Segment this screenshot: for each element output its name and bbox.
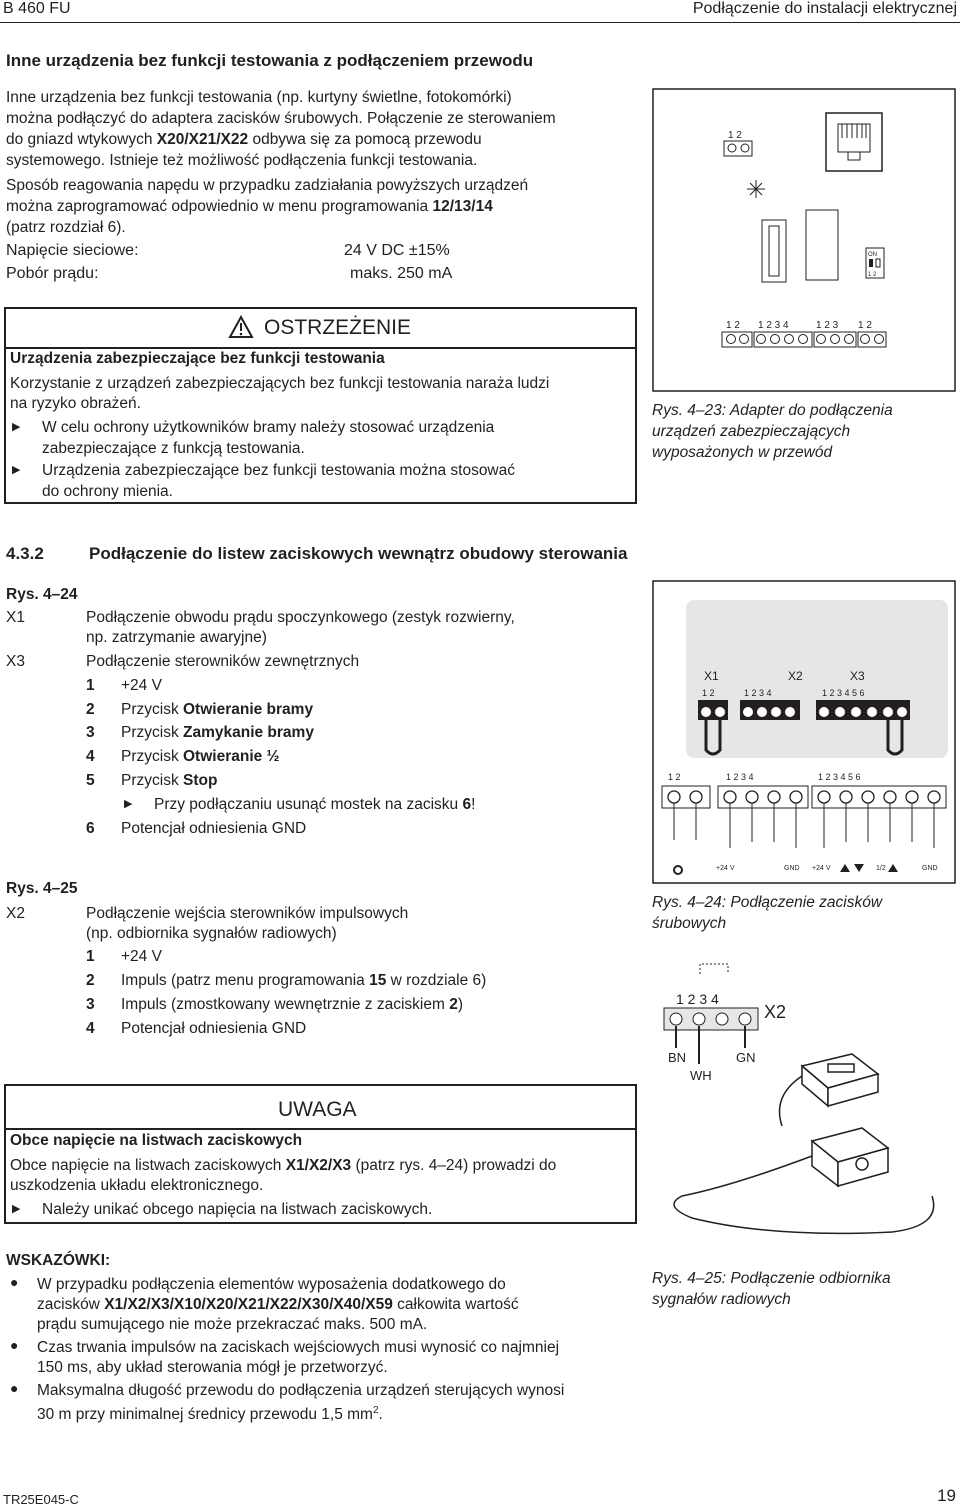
arrow-icon: ▶ [12,421,21,433]
text: Przycisk [121,748,183,765]
item-text: +24 V [121,948,162,965]
item-note [154,794,475,815]
text: odbywa się za pomocą przewodu [248,131,482,148]
receiver-icon [674,1054,934,1233]
item-number: 3 [86,724,95,741]
bottom-label: 1 2 3 [816,320,839,331]
radio-receiver-diagram [652,956,956,1260]
caution-text [10,1155,556,1176]
note-line: Czas trwania impulsów na zaciskach wejściowych musi wynosić co najmniej [37,1339,560,1356]
group-label-x3: X3 [850,669,865,683]
text: . [378,1406,383,1424]
x1-text: Podłączenie obwodu prądu spoczynkowego (zestyk rozwierny, [86,609,515,626]
text: zacisków [37,1296,105,1313]
note-line: prądu sumującego nie może przekraczać maks. 500 mA. [37,1316,428,1333]
superscript: 2 [372,1405,379,1416]
legend-label: +24 V [812,865,831,872]
bullet-icon: ● [10,1380,19,1396]
item-text [121,722,314,743]
notes-title: WSKAZÓWKI: [6,1252,111,1269]
text: Impuls (zmostkowany wewnętrznie z zaciskiem [121,996,450,1013]
x2-text: Podłączenie wejścia sterowników impulsowych [86,905,409,922]
bullet-icon: ● [10,1337,19,1353]
x2-label: X2 [6,905,25,922]
top-numbers: 1 2 3 4 5 6 [822,688,865,698]
text: ) [457,996,463,1013]
item-text [121,746,279,767]
wire-label-wh: WH [690,1068,712,1083]
item-number: 4 [86,748,95,765]
terminal-numbers: 1 2 3 4 [676,991,719,1007]
paragraph-line: (patrz rozdział 6). [6,219,126,236]
warning-bullet: do ochrony mienia. [42,483,173,500]
arrow-icon: ▶ [12,464,21,476]
warning-triangle-icon [228,315,254,339]
text: +24 V [121,677,162,694]
paragraph-line: Inne urządzenia bez funkcji testowania (np. kurtyny świetlne, fotokomórki) [6,89,512,106]
text: Przy podłączaniu usunąć mostek na zacisku [154,796,463,813]
text: do gniazd wtykowych [6,131,157,148]
text: w rozdziale 6) [386,972,487,989]
note-line [37,1294,519,1315]
bottom-label: 1 2 3 4 [758,320,789,331]
header-right: Podłączenie do instalacji elektrycznej [692,0,957,17]
footer-code: TR25E045-C [3,1492,79,1507]
section-title: Podłączenie do listew zaciskowych wewnątrz obudowy sterowania [89,544,628,563]
text: Przycisk [121,701,183,718]
x1-label: X1 [6,609,25,626]
item-text [121,699,313,720]
legend-label: +24 V [716,865,735,872]
text-bold: Zamykanie bramy [183,724,314,741]
item-number: 6 [86,820,95,837]
header-left: B 460 FU [3,0,71,17]
text: Obce napięcie na listwach zaciskowych [10,1157,286,1174]
item-number: 2 [86,701,95,718]
item-text [121,970,486,991]
note-line: 150 ms, aby układ sterowania mógł je przetworzyć. [37,1359,388,1376]
page-number: 19 [937,1486,956,1505]
bottom-numbers: 1 2 [668,772,681,782]
figure-terminal-blocks [652,580,956,884]
caution-text: uszkodzenia układu elektronicznego. [10,1177,264,1194]
warning-text: na ryzyko obrażeń. [10,395,141,412]
warning-subtitle: Urządzenia zabezpieczające bez funkcji testowania [10,350,385,367]
bullet-icon: ● [10,1274,19,1290]
x1-text: np. zatrzymanie awaryjne) [86,629,267,646]
caution-subtitle: Obce napięcie na listwach zaciskowych [10,1132,303,1149]
bottom-numbers: 1 2 3 4 [726,772,754,782]
item-number: 4 [86,1020,95,1037]
paragraph-line: można podłączyć do adaptera zacisków śrubowych. Połączenie ze sterowaniem [6,110,556,127]
fig425-caption: Rys. 4–25: Podłączenie odbiornika [652,1270,891,1287]
group-label-x1: X1 [704,669,719,683]
caution-bullet: Należy unikać obcego napięcia na listwach zaciskowych. [42,1201,433,1218]
text: Impuls (patrz menu programowania [121,972,370,989]
text-bold: X20/X21/X22 [156,131,249,148]
text: ! [471,796,476,813]
current-value: maks. 250 mA [350,265,453,282]
text-bold: X1/X2/X3/X10/X20/X21/X22/X30/X40/X59 [104,1296,393,1313]
arrow-icon: ▶ [12,1203,21,1215]
fig424-caption: Rys. 4–24: Podłączenie zacisków [652,894,883,911]
bottom-numbers: 1 2 3 4 5 6 [818,772,861,782]
fig425-caption: sygnałów radiowych [652,1291,791,1308]
text-bold: Stop [183,772,218,789]
item-text [121,770,217,791]
item-number: 3 [86,996,95,1013]
fig423-caption: wyposażonych w przewód [652,444,833,461]
paragraph-line [6,129,482,150]
fig-ref: Rys. 4–25 [6,880,78,897]
warning-text: Korzystanie z urządzeń zabezpieczających bez funkcji testowania naraża ludzi [10,375,550,392]
top-numbers: 1 2 [702,688,715,698]
fig-ref: Rys. 4–24 [6,586,78,603]
fig423-caption: urządzeń zabezpieczających [652,423,851,440]
top-terminal-label: 1 2 [728,130,742,141]
supply-label: Napięcie sieciowe: [6,242,139,259]
group-label-x2: X2 [788,669,803,683]
supply-value: 24 V DC ±15% [344,242,450,259]
caution-title: UWAGA [278,1098,357,1121]
legend-label: GND [922,865,938,872]
legend-label: 1/2 [876,865,886,872]
on-label: ON [868,252,877,258]
section-number: 4.3.2 [6,544,44,563]
item-text [121,675,162,696]
note-line: Maksymalna długość przewodu do podłączenia urządzeń sterujących wynosi [37,1382,565,1399]
text: Przycisk [121,772,183,789]
warning-bullet: zabezpieczające z funkcją testowania. [42,440,305,457]
item-text: Potencjał odniesienia GND [121,820,307,837]
item-number: 2 [86,972,95,989]
warning-bullet: W celu ochrony użytkowników bramy należy stosować urządzenia [42,419,495,436]
figure-radio-receiver [652,956,956,1260]
wire-label-bn: BN [668,1050,687,1065]
switch-label: 1 2 [868,272,877,278]
warning-box [4,307,637,504]
text-bold: Otwieranie bramy [183,701,314,718]
note-line [37,1400,383,1425]
warning-bullet: Urządzenia zabezpieczające bez funkcji testowania można stosować [42,462,515,479]
text-bold: 2 [449,996,458,1013]
arrow-icon: ▶ [124,798,133,810]
warning-title: OSTRZEŻENIE [264,316,412,339]
bottom-label: 1 2 [726,320,740,331]
text-bold: 6 [462,796,472,813]
item-text [121,994,463,1015]
warning-header [6,309,635,349]
text: 30 m przy minimalnej średnicy przewodu 1,5 mm [37,1406,373,1424]
paragraph-line: systemowego. Istnieje też możliwość podłączenia funkcji testowania. [6,152,478,169]
item-text: Potencjał odniesienia GND [121,1020,307,1037]
figure-adapter [652,88,956,392]
current-label: Pobór prądu: [6,265,99,282]
legend-label: GND [784,865,800,872]
header-rule [0,22,960,23]
wire-label-gn: GN [736,1050,756,1065]
text: całkowita wartość [392,1296,519,1313]
text-bold: 15 [369,972,387,989]
paragraph-line [6,196,493,217]
x2-label: X2 [764,1002,787,1022]
caution-box [4,1084,637,1224]
bottom-label: 1 2 [858,320,872,331]
adapter-diagram [652,88,956,392]
paragraph-line: Sposób reagowania napędu w przypadku zadziałania powyższych urządzeń [6,177,529,194]
terminal-blocks-diagram [652,580,956,884]
fig423-caption: Rys. 4–23: Adapter do podłączenia [652,402,893,419]
text-bold: 12/13/14 [432,198,493,215]
text: (patrz rys. 4–24) prowadzi do [351,1157,557,1174]
x2-text: (np. odbiornika sygnałów radiowych) [86,925,337,942]
text: Przycisk [121,724,183,741]
item-number: 1 [86,948,95,965]
fig424-caption: śrubowych [652,915,727,932]
text-bold: Otwieranie ½ [183,748,280,765]
section-title: Inne urządzenia bez funkcji testowania z podłączeniem przewodu [6,51,534,70]
x3-label: X3 [6,653,25,670]
text: można zaprogramować odpowiednio w menu programowania [6,198,433,215]
led-icon [747,180,765,198]
item-number: 5 [86,772,95,789]
top-numbers: 1 2 3 4 [744,688,772,698]
text-bold: X1/X2/X3 [285,1157,352,1174]
note-line: W przypadku podłączenia elementów wyposażenia dodatkowego do [37,1276,506,1293]
item-number: 1 [86,677,95,694]
caution-header [6,1086,635,1130]
x3-text: Podłączenie sterowników zewnętrznych [86,653,360,670]
